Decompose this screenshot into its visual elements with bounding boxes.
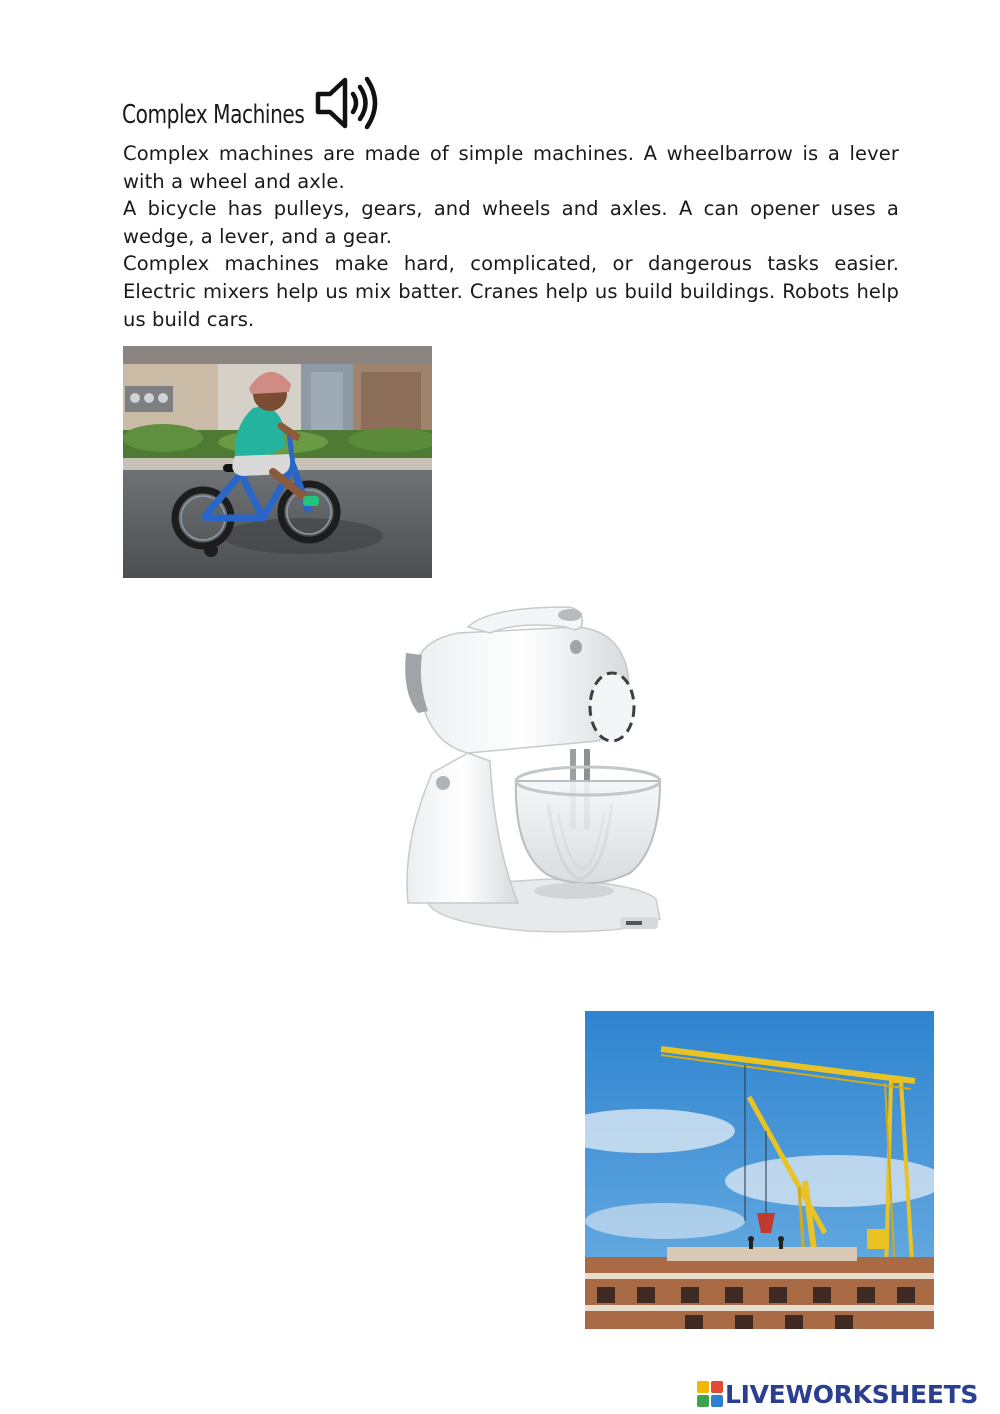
paragraph-wheelbarrow: Complex machines are made of simple machines. A wheelbarrow is a lever with a wheel and axle. <box>123 142 899 193</box>
paragraph-uses: Complex machines make hard, complicated, or dangerous tasks easier. Electric mixers help us mix batter. Cranes help us build buildings. Robots help us build cars. <box>123 252 899 331</box>
title-row <box>122 70 380 132</box>
bicycle-photo <box>123 346 432 578</box>
paragraph-bicycle: A bicycle has pulleys, gears, and wheels and axles. A can opener uses a wedge, a lever, and a gear. <box>123 197 899 248</box>
construction-cranes-photo <box>585 1011 934 1329</box>
electric-mixer-photo <box>398 603 666 949</box>
liveworksheets-mark-icon <box>697 1381 723 1407</box>
reading-passage <box>123 140 899 333</box>
speaker-audio-icon[interactable] <box>314 74 380 132</box>
page-title: Complex Machines <box>122 100 305 130</box>
liveworksheets-brand: LIVEWORKSHEETS <box>725 1379 979 1409</box>
liveworksheets-logo <box>697 1377 978 1411</box>
